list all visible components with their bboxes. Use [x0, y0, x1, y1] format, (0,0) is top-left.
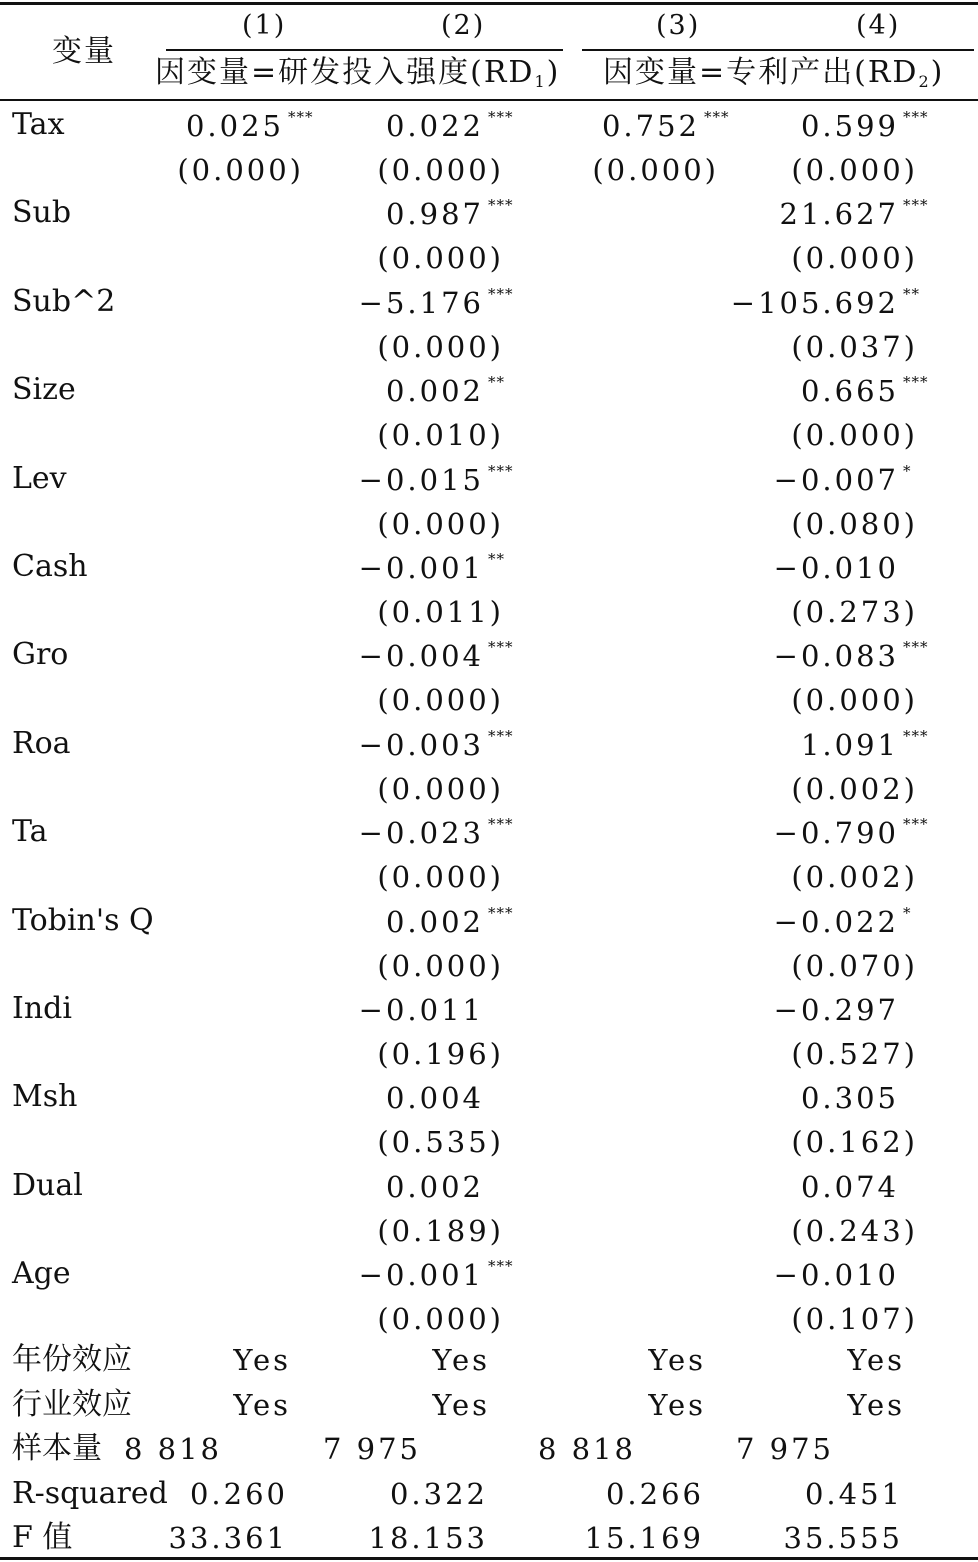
- variable-name: Gro: [12, 637, 69, 673]
- footer-row-label: F 值: [12, 1520, 73, 1555]
- coefficient-value: −0.007: [773, 462, 899, 497]
- coefficient-value: −0.010: [773, 1258, 899, 1293]
- footer-value: Yes: [233, 1388, 291, 1422]
- coefficient-value: −0.297: [773, 993, 899, 1027]
- variable-column-header: 变量: [52, 34, 116, 69]
- column-number-2: (2): [441, 10, 486, 41]
- significance-stars: **: [488, 550, 505, 568]
- coefficient-cell: [503, 196, 943, 232]
- footer-value: 18.153: [368, 1521, 488, 1555]
- coefficient-cell: [503, 373, 943, 409]
- coefficient-cell: [88, 1169, 528, 1204]
- p-value: (0.080): [791, 506, 918, 541]
- p-value: (0.037): [791, 329, 918, 364]
- footer-value: Yes: [432, 1343, 490, 1377]
- variable-name: Age: [12, 1256, 71, 1292]
- p-value: (0.002): [791, 771, 918, 806]
- coefficient-cell: [88, 815, 528, 851]
- footer-row-label: 样本量: [12, 1431, 102, 1466]
- variable-name: Tax: [12, 107, 65, 142]
- coefficient-value: 0.665: [800, 374, 899, 409]
- coefficient-value: −105.692: [730, 285, 899, 320]
- coefficient-value: 0.022: [385, 109, 484, 143]
- coefficient-cell: [503, 903, 943, 939]
- coefficient-cell: [88, 284, 528, 320]
- footer-value: 0.266: [605, 1477, 704, 1511]
- coefficient-value: −0.003: [358, 727, 484, 762]
- footer-value: Yes: [847, 1343, 905, 1377]
- significance-stars: ***: [488, 726, 514, 745]
- significance-stars: ***: [903, 196, 929, 215]
- significance-stars: ***: [903, 638, 929, 657]
- p-value: (0.011): [377, 595, 504, 629]
- p-value: (0.000): [377, 241, 504, 276]
- coefficient-value: −0.083: [773, 639, 899, 674]
- footer-value: 8 818: [123, 1432, 222, 1466]
- p-value: (0.000): [791, 683, 918, 718]
- significance-stars: ***: [488, 108, 514, 126]
- coefficient-value: 0.002: [385, 1169, 484, 1204]
- p-value: (0.107): [791, 1302, 918, 1337]
- p-value: (0.527): [791, 1037, 918, 1071]
- bottom-rule: [0, 1557, 978, 1560]
- significance-stars: ***: [488, 815, 514, 834]
- p-value: (0.070): [791, 948, 918, 983]
- footer-row-label: 行业效应: [12, 1387, 132, 1422]
- coefficient-value: 0.074: [800, 1169, 899, 1204]
- significance-stars: ***: [488, 196, 514, 215]
- footer-value: Yes: [432, 1388, 490, 1422]
- p-value: (0.010): [377, 418, 504, 453]
- coefficient-cell: [503, 726, 943, 762]
- header-subrule-right: [582, 49, 974, 51]
- coefficient-cell: [88, 550, 528, 585]
- p-value: (0.196): [377, 1037, 504, 1071]
- coefficient-cell: [503, 461, 943, 497]
- coefficient-value: 1.091: [800, 727, 899, 762]
- footer-value: Yes: [648, 1388, 706, 1422]
- significance-stars: ***: [903, 373, 929, 392]
- footer-row-label: R-squared: [12, 1476, 168, 1511]
- footer-value: 0.260: [189, 1477, 288, 1511]
- coefficient-value: 0.752: [601, 109, 700, 143]
- footer-value: 33.361: [168, 1521, 288, 1555]
- dependent-variable-rd2: [603, 55, 945, 91]
- coefficient-cell: [503, 1081, 943, 1116]
- coefficient-cell: [503, 284, 943, 320]
- p-value: (0.000): [377, 1302, 504, 1337]
- significance-stars: ***: [488, 1257, 514, 1276]
- variable-name: Tobin's Q: [12, 902, 154, 938]
- coefficient-value: −0.790: [773, 816, 899, 851]
- p-value: (0.273): [791, 595, 918, 629]
- coefficient-cell: [88, 1257, 528, 1293]
- coefficient-cell: [88, 903, 528, 939]
- variable-name: Indi: [12, 991, 72, 1026]
- coefficient-cell: [503, 638, 943, 674]
- dependent-variable-rd1: [155, 55, 561, 91]
- significance-stars: *: [903, 903, 912, 922]
- significance-stars: *: [903, 461, 912, 480]
- footer-value: 8 818: [537, 1432, 636, 1466]
- variable-name: Lev: [12, 460, 67, 496]
- footer-value: 7 975: [735, 1432, 834, 1466]
- coefficient-value: −0.010: [773, 551, 899, 585]
- p-value: (0.535): [377, 1125, 504, 1160]
- p-value: (0.162): [791, 1125, 918, 1160]
- column-number-3: (3): [656, 10, 701, 41]
- coefficient-cell: [88, 196, 528, 232]
- significance-stars: ***: [903, 726, 929, 745]
- significance-stars: ***: [288, 108, 314, 126]
- p-value: (0.000): [377, 771, 504, 806]
- significance-stars: ***: [903, 108, 929, 126]
- significance-stars: **: [903, 284, 920, 303]
- variable-name: Roa: [12, 725, 71, 761]
- variable-name: Msh: [12, 1079, 78, 1115]
- p-value: (0.000): [377, 506, 504, 541]
- coefficient-cell: [503, 1169, 943, 1204]
- variable-name: Cash: [12, 549, 88, 584]
- dependent-variable-rd1-close: ): [546, 55, 561, 90]
- dependent-variable-rd2-subscript: 2: [918, 72, 931, 91]
- p-value: (0.000): [177, 153, 304, 187]
- p-value: (0.002): [791, 860, 918, 895]
- coefficient-cell: [503, 1258, 943, 1293]
- significance-stars: ***: [488, 284, 514, 303]
- dependent-variable-rd1-text: 因变量=研发投入强度(RD: [155, 55, 535, 90]
- footer-value: 35.555: [783, 1521, 903, 1555]
- coefficient-cell: [503, 108, 943, 143]
- variable-name: Ta: [12, 814, 48, 850]
- coefficient-value: −0.015: [358, 462, 484, 497]
- significance-stars: ***: [704, 108, 730, 126]
- column-number-1: (1): [242, 10, 287, 41]
- p-value: (0.000): [791, 153, 918, 187]
- footer-value: Yes: [847, 1388, 905, 1422]
- p-value: (0.000): [791, 241, 918, 276]
- p-value: (0.243): [791, 1213, 918, 1248]
- coefficient-value: −0.004: [358, 639, 484, 674]
- p-value: (0.000): [377, 860, 504, 895]
- p-value: (0.000): [592, 153, 719, 187]
- footer-value: 7 975: [322, 1432, 421, 1466]
- coefficient-value: 0.004: [385, 1081, 484, 1116]
- p-value: (0.000): [377, 329, 504, 364]
- p-value: (0.000): [377, 683, 504, 718]
- p-value: (0.189): [377, 1213, 504, 1248]
- coefficient-value: 0.002: [385, 374, 484, 409]
- coefficient-cell: [88, 373, 528, 409]
- coefficient-cell: [88, 1081, 528, 1116]
- coefficient-value: 0.025: [185, 109, 284, 143]
- footer-value: 15.169: [584, 1521, 704, 1555]
- variable-name: Sub^2: [12, 283, 116, 319]
- coefficient-cell: [503, 815, 943, 851]
- variable-name: Sub: [12, 195, 72, 231]
- coefficient-value: 21.627: [779, 197, 899, 232]
- significance-stars: ***: [488, 638, 514, 657]
- dependent-variable-rd2-text: 因变量=专利产出(RD: [603, 55, 919, 90]
- significance-stars: ***: [903, 815, 929, 834]
- column-number-4: (4): [856, 10, 901, 41]
- coefficient-value: 0.305: [800, 1081, 899, 1116]
- p-value: (0.000): [377, 948, 504, 983]
- p-value: (0.000): [791, 418, 918, 453]
- significance-stars: ***: [488, 903, 514, 922]
- coefficient-value: 0.002: [385, 904, 484, 939]
- footer-value: Yes: [233, 1343, 291, 1377]
- significance-stars: **: [488, 373, 505, 392]
- header-subrule-left: [166, 49, 563, 51]
- header-bottom-rule: [0, 99, 978, 101]
- coefficient-value: −5.176: [358, 285, 484, 320]
- footer-row-label: 年份效应: [12, 1342, 132, 1377]
- significance-stars: ***: [488, 461, 514, 480]
- variable-name: Size: [12, 372, 76, 408]
- footer-value: Yes: [648, 1343, 706, 1377]
- coefficient-cell: [503, 993, 943, 1027]
- dependent-variable-rd1-subscript: 1: [534, 72, 547, 91]
- footer-value: 0.451: [804, 1477, 903, 1511]
- coefficient-cell: [88, 726, 528, 762]
- coefficient-value: −0.011: [358, 993, 484, 1027]
- variable-name: Dual: [12, 1167, 83, 1203]
- coefficient-value: 0.599: [800, 109, 899, 143]
- coefficient-value: 0.987: [385, 197, 484, 232]
- coefficient-cell: [88, 993, 528, 1027]
- dependent-variable-rd2-close: ): [930, 55, 945, 90]
- coefficient-value: −0.001: [358, 551, 484, 585]
- coefficient-cell: [88, 461, 528, 497]
- top-rule: [0, 2, 978, 5]
- coefficient-value: −0.022: [773, 904, 899, 939]
- coefficient-cell: [88, 638, 528, 674]
- footer-value: 0.322: [389, 1477, 488, 1511]
- coefficient-value: −0.001: [358, 1258, 484, 1293]
- coefficient-cell: [503, 551, 943, 585]
- coefficient-value: −0.023: [358, 816, 484, 851]
- p-value: (0.000): [377, 153, 504, 187]
